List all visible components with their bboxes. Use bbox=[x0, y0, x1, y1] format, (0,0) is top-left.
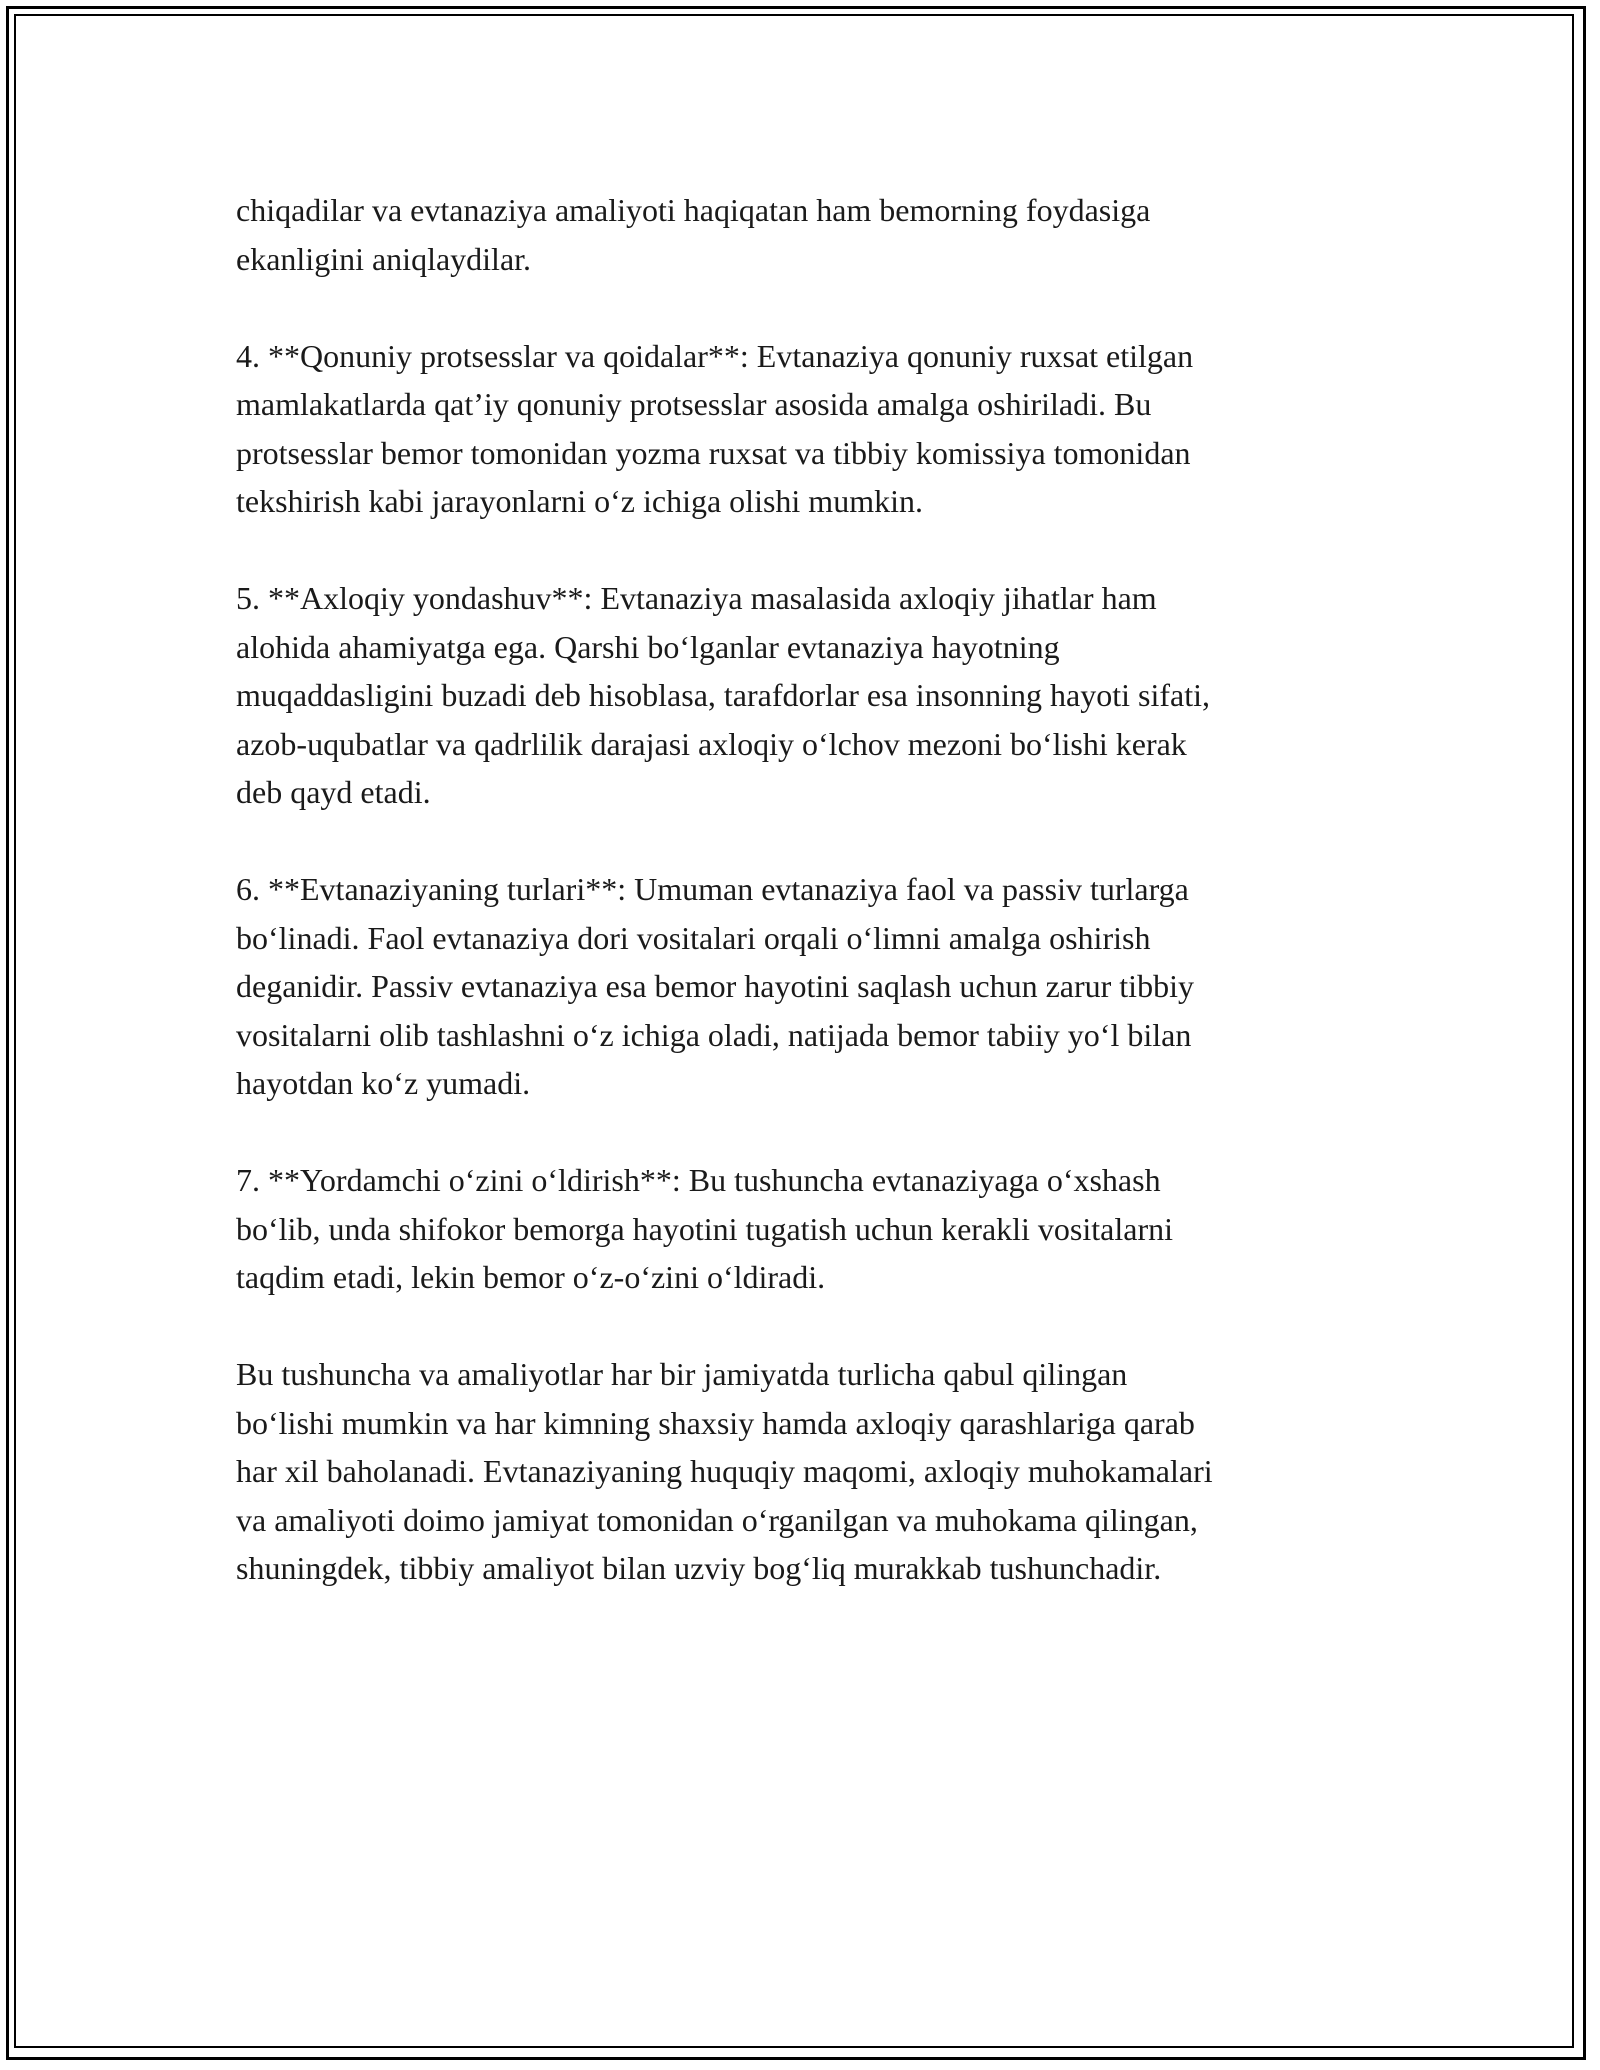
text-line: protsesslar bemor tomonidan yozma ruxsat va tibbiy komissiya tomonidan bbox=[236, 434, 1191, 471]
text-line: deganidir. Passiv evtanaziya esa bemor hayotini saqlash uchun zarur tibbiy bbox=[236, 968, 1194, 1004]
text-line: alohida ahamiyatga ega. Qarshi bo‘lganlar evtanaziya hayotning bbox=[236, 628, 1060, 665]
text-line: har xil baholanadi. Evtanaziyaning huquqiy maqomi, axloqiy muhokamalari bbox=[236, 1453, 1213, 1489]
text-line: deb qayd etadi. bbox=[236, 774, 431, 810]
text-line: Bu tushuncha va amaliyotlar har bir jamiyatda turlicha qabul qilingan bbox=[236, 1356, 1128, 1392]
text-line: 5. **Axloqiy yondashuv**: Evtanaziya masalasida axloqiy jihatlar ham bbox=[236, 580, 1157, 616]
text-line: mamlakatlarda qat’iy qonuniy protsesslar asosida amalga oshiriladi. Bu bbox=[236, 386, 1152, 422]
text-line: tekshirish kabi jarayonlarni o‘z ichiga olishi mumkin. bbox=[236, 483, 923, 519]
paragraph-item-6 bbox=[236, 865, 1376, 1108]
paragraph-item-4 bbox=[236, 332, 1376, 526]
text-line: vositalarni olib tashlashni o‘z ichiga oladi, natijada bemor tabiiy yo‘l bilan bbox=[236, 1016, 1192, 1053]
text-line: hayotdan ko‘z yumadi. bbox=[236, 1065, 531, 1101]
text-line: 7. **Yordamchi o‘zini o‘ldirish**: Bu tushuncha evtanaziyaga o‘xshash bbox=[236, 1162, 1161, 1198]
text-line: taqdim etadi, lekin bemor o‘z-o‘zini o‘ldiradi. bbox=[236, 1259, 826, 1295]
paragraph-item-7 bbox=[236, 1156, 1376, 1302]
text-line: shuningdek, tibbiy amaliyot bilan uzviy bog‘liq murakkab tushunchadir. bbox=[236, 1550, 1162, 1586]
document-body bbox=[236, 186, 1376, 1641]
paragraph-conclusion bbox=[236, 1350, 1376, 1593]
text-line: bo‘lishi mumkin va har kimning shaxsiy hamda axloqiy qarashlariga qarab bbox=[236, 1404, 1195, 1441]
text-line: 4. **Qonuniy protsesslar va qoidalar**: Evtanaziya qonuniy ruxsat etilgan bbox=[236, 337, 1194, 374]
text-line: chiqadilar va evtanaziya amaliyoti haqiqatan ham bemorning foydasiga bbox=[236, 192, 1151, 228]
text-line: bo‘lib, unda shifokor bemorga hayotini tugatish uchun kerakli vositalarni bbox=[236, 1210, 1173, 1247]
text-line: azob-uqubatlar va qadrlilik darajasi axloqiy o‘lchov mezoni bo‘lishi kerak bbox=[236, 725, 1187, 762]
text-line: muqaddasligini buzadi deb hisoblasa, tarafdorlar esa insonning hayoti sifati, bbox=[236, 677, 1210, 713]
text-line: ekanligini aniqlaydilar. bbox=[236, 240, 532, 277]
text-line: va amaliyoti doimo jamiyat tomonidan o‘rganilgan va muhokama qilingan, bbox=[236, 1501, 1198, 1538]
text-line: bo‘linadi. Faol evtanaziya dori vositalari orqali o‘limni amalga oshirish bbox=[236, 919, 1151, 956]
text-line: 6. **Evtanaziyaning turlari**: Umuman evtanaziya faol va passiv turlarga bbox=[236, 871, 1189, 907]
paragraph-item-5 bbox=[236, 574, 1376, 817]
paragraph-continuation bbox=[236, 186, 1376, 283]
